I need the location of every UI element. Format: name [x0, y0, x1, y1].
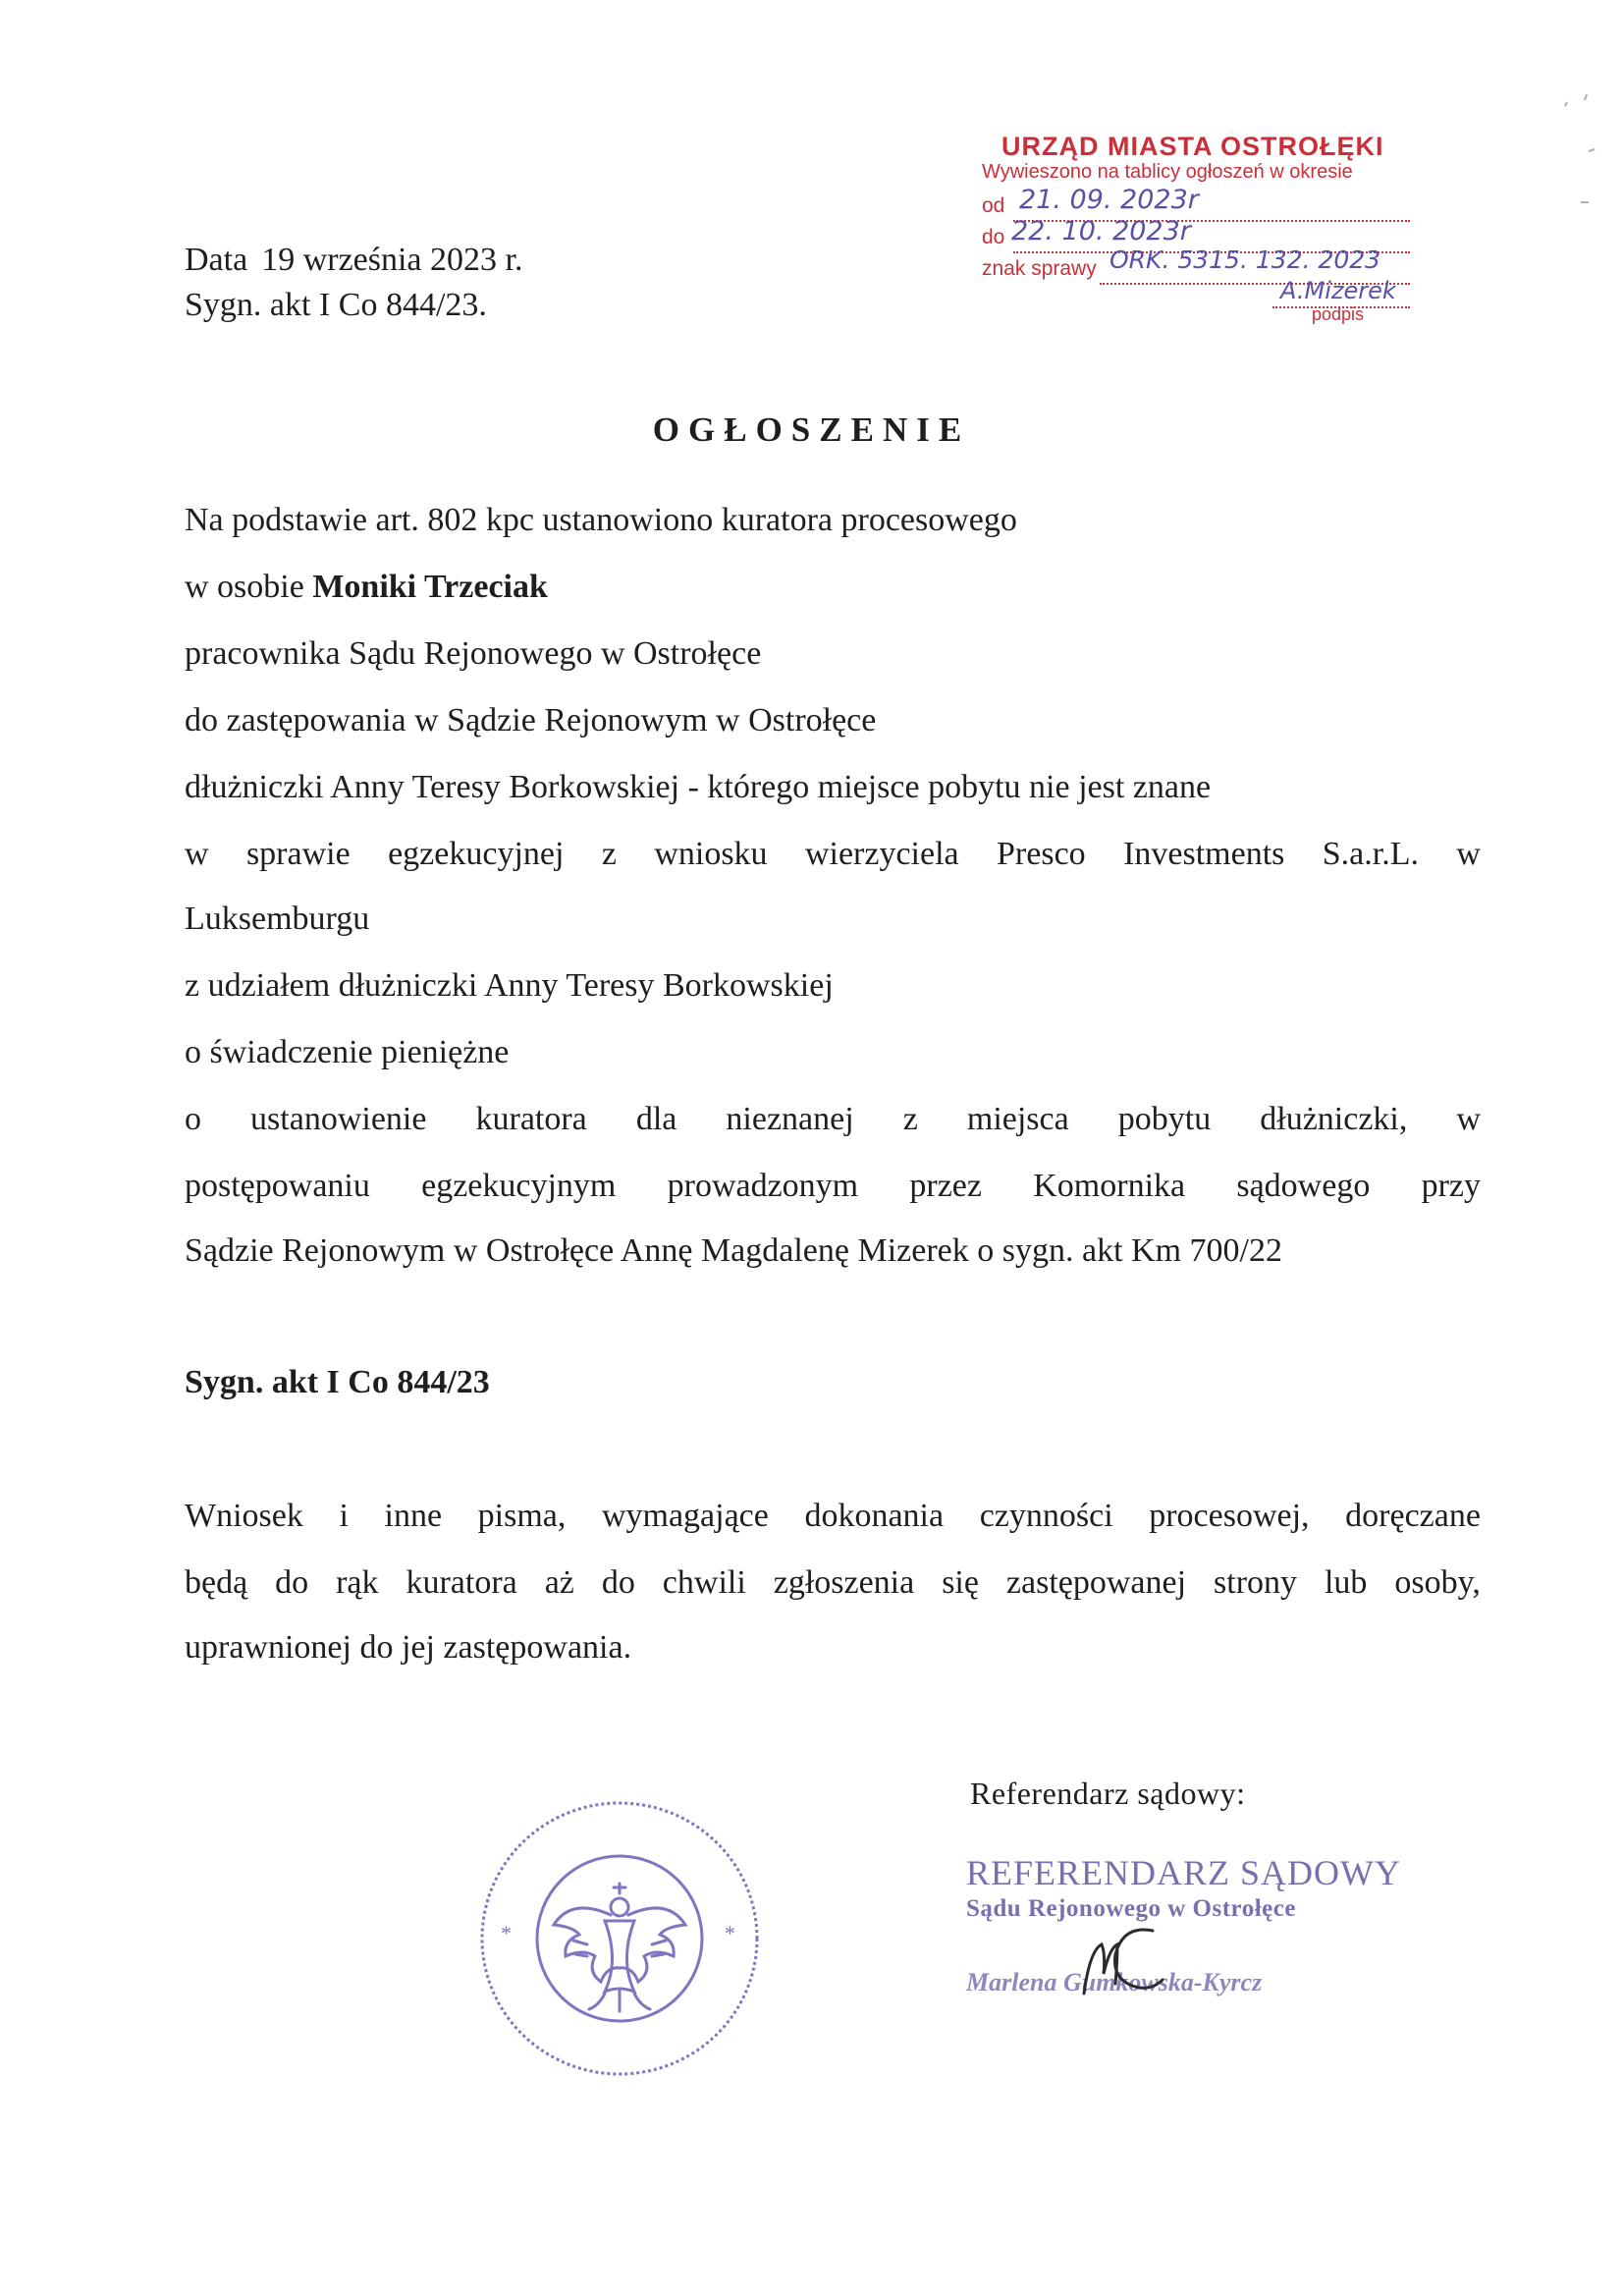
word: do — [601, 1564, 635, 1601]
word: przez — [909, 1168, 982, 1204]
word: rąk — [336, 1564, 379, 1601]
town-stamp-from-label: od — [982, 194, 1005, 217]
word: w — [1456, 1101, 1481, 1137]
word: będą — [185, 1564, 248, 1601]
word: czynności — [979, 1498, 1113, 1534]
town-stamp-signature-label: podpis — [1312, 304, 1365, 324]
word: w — [185, 836, 209, 872]
town-stamp-case-value: ORK. 5315. 132. 2023 — [1109, 246, 1381, 274]
scan-marks — [1561, 94, 1600, 217]
reference-label: Sygn. akt — [185, 287, 311, 323]
town-stamp-from-value: 21. 09. 2023r — [1019, 185, 1199, 215]
word: pobytu — [1117, 1101, 1212, 1137]
word: egzekucyjnej — [388, 836, 565, 872]
word: zgłoszenia — [773, 1564, 915, 1601]
word: przy — [1421, 1168, 1481, 1204]
word: doręczane — [1345, 1498, 1481, 1534]
word: dokonania — [804, 1498, 945, 1534]
court-seal-graphic — [467, 1793, 772, 2088]
word: S.a.r.L. — [1322, 836, 1419, 872]
svg-text:*: * — [501, 1921, 512, 1945]
word: Presco — [997, 836, 1086, 872]
word: kuratora — [406, 1564, 517, 1601]
body-line-11 — [185, 1165, 1481, 1208]
referendarz-stamp-line-2: Sądu Rejonowego w Ostrołęce — [966, 1895, 1296, 1922]
word: dla — [635, 1101, 677, 1137]
word: wymagające — [601, 1498, 769, 1534]
body-line-12: Sądzie Rejonowym w Ostrołęce Annę Magdalenę Mizerek o sygn. akt Km 700/22 — [185, 1232, 1282, 1269]
body-p2-line-2 — [185, 1561, 1481, 1605]
word: Wniosek — [185, 1498, 303, 1534]
word: zastępowanej — [1005, 1564, 1187, 1601]
body-line-2-text: w osobie — [185, 569, 313, 605]
word: Investments — [1123, 836, 1285, 872]
case-reference-text: Sygn. akt I Co 844/23 — [185, 1364, 490, 1400]
word: nieznanej — [726, 1101, 854, 1137]
body-line-1: Na podstawie art. 802 kpc ustanowiono kuratora procesowego — [185, 502, 1017, 538]
document-date — [185, 238, 522, 282]
reference-value: I Co 844/23. — [318, 287, 487, 323]
word: z — [601, 836, 617, 872]
body-line-3: pracownika Sądu Rejonowego w Ostrołęce — [185, 635, 762, 672]
curator-name: Moniki Trzeciak — [312, 569, 548, 605]
document-title: OGŁOSZENIE — [652, 410, 971, 449]
town-stamp-to-value: 22. 10. 2023r — [1011, 216, 1191, 246]
word: dłużniczki, — [1260, 1101, 1408, 1137]
word: osoby, — [1394, 1564, 1481, 1601]
word: z — [902, 1101, 918, 1137]
word: lub — [1324, 1564, 1368, 1601]
word: kuratora — [475, 1101, 587, 1137]
court-seal-stamp — [467, 1793, 772, 2093]
body-line-6 — [185, 833, 1481, 876]
body-line-8: z udziałem dłużniczki Anny Teresy Borkowskiej — [185, 967, 834, 1004]
body-line-7: Luksemburgu — [185, 901, 370, 937]
word: chwili — [662, 1564, 746, 1601]
word: aż — [544, 1564, 574, 1601]
word: i — [339, 1498, 349, 1534]
word: do — [275, 1564, 309, 1601]
body-line-10 — [185, 1098, 1481, 1141]
referendarz-stamp-name: Marlena Gumkowska-Kyrcz — [966, 1968, 1263, 1996]
word: strony — [1214, 1564, 1298, 1601]
body-line-9: o świadczenie pieniężne — [185, 1034, 510, 1070]
town-hall-stamp — [978, 124, 1469, 340]
word: ustanowienie — [250, 1101, 427, 1137]
word: wniosku — [654, 836, 768, 872]
word: egzekucyjnym — [421, 1168, 617, 1204]
svg-text:*: * — [725, 1921, 735, 1945]
body-line-2 — [185, 566, 548, 609]
word: się — [942, 1564, 979, 1601]
date-label: Data — [185, 242, 248, 278]
town-stamp-posted-text: Wywieszono na tablicy ogłoszeń w okresie — [982, 161, 1353, 183]
town-stamp-to-label: do — [982, 226, 1005, 248]
word: inne — [384, 1498, 443, 1534]
word: o — [185, 1101, 201, 1137]
body-line-5: dłużniczki Anny Teresy Borkowskiej - którego miejsce pobytu nie jest znane — [185, 769, 1212, 805]
document-reference — [185, 283, 487, 327]
word: procesowej, — [1149, 1498, 1310, 1534]
body-p2-line-1 — [185, 1495, 1481, 1538]
handwritten-signature — [1066, 1917, 1174, 2010]
word: wierzyciela — [804, 836, 959, 872]
date-value: 19 września 2023 r. — [261, 242, 523, 278]
town-stamp-signature: A.Mizerek — [1280, 277, 1396, 304]
word: sprawie — [245, 836, 351, 872]
body-line-4: do zastępowania w Sądzie Rejonowym w Ostrołęce — [185, 702, 877, 738]
word: prowadzonym — [667, 1168, 859, 1204]
word: pisma, — [477, 1498, 567, 1534]
word: miejsca — [966, 1101, 1069, 1137]
word: postępowaniu — [185, 1168, 370, 1204]
town-stamp-office: URZĄD MIASTA OSTROŁĘKI — [1001, 132, 1384, 161]
referendarz-stamp-line-1: REFERENDARZ SĄDOWY — [966, 1853, 1402, 1892]
case-reference-bold — [185, 1361, 490, 1404]
word: sądowego — [1236, 1168, 1371, 1204]
word: w — [1456, 836, 1481, 872]
body-p2-line-3: uprawnionej do jej zastępowania. — [185, 1629, 632, 1666]
word: Komornika — [1033, 1168, 1186, 1204]
signer-title: Referendarz sądowy: — [970, 1776, 1246, 1811]
town-stamp-case-label: znak sprawy — [982, 257, 1097, 280]
